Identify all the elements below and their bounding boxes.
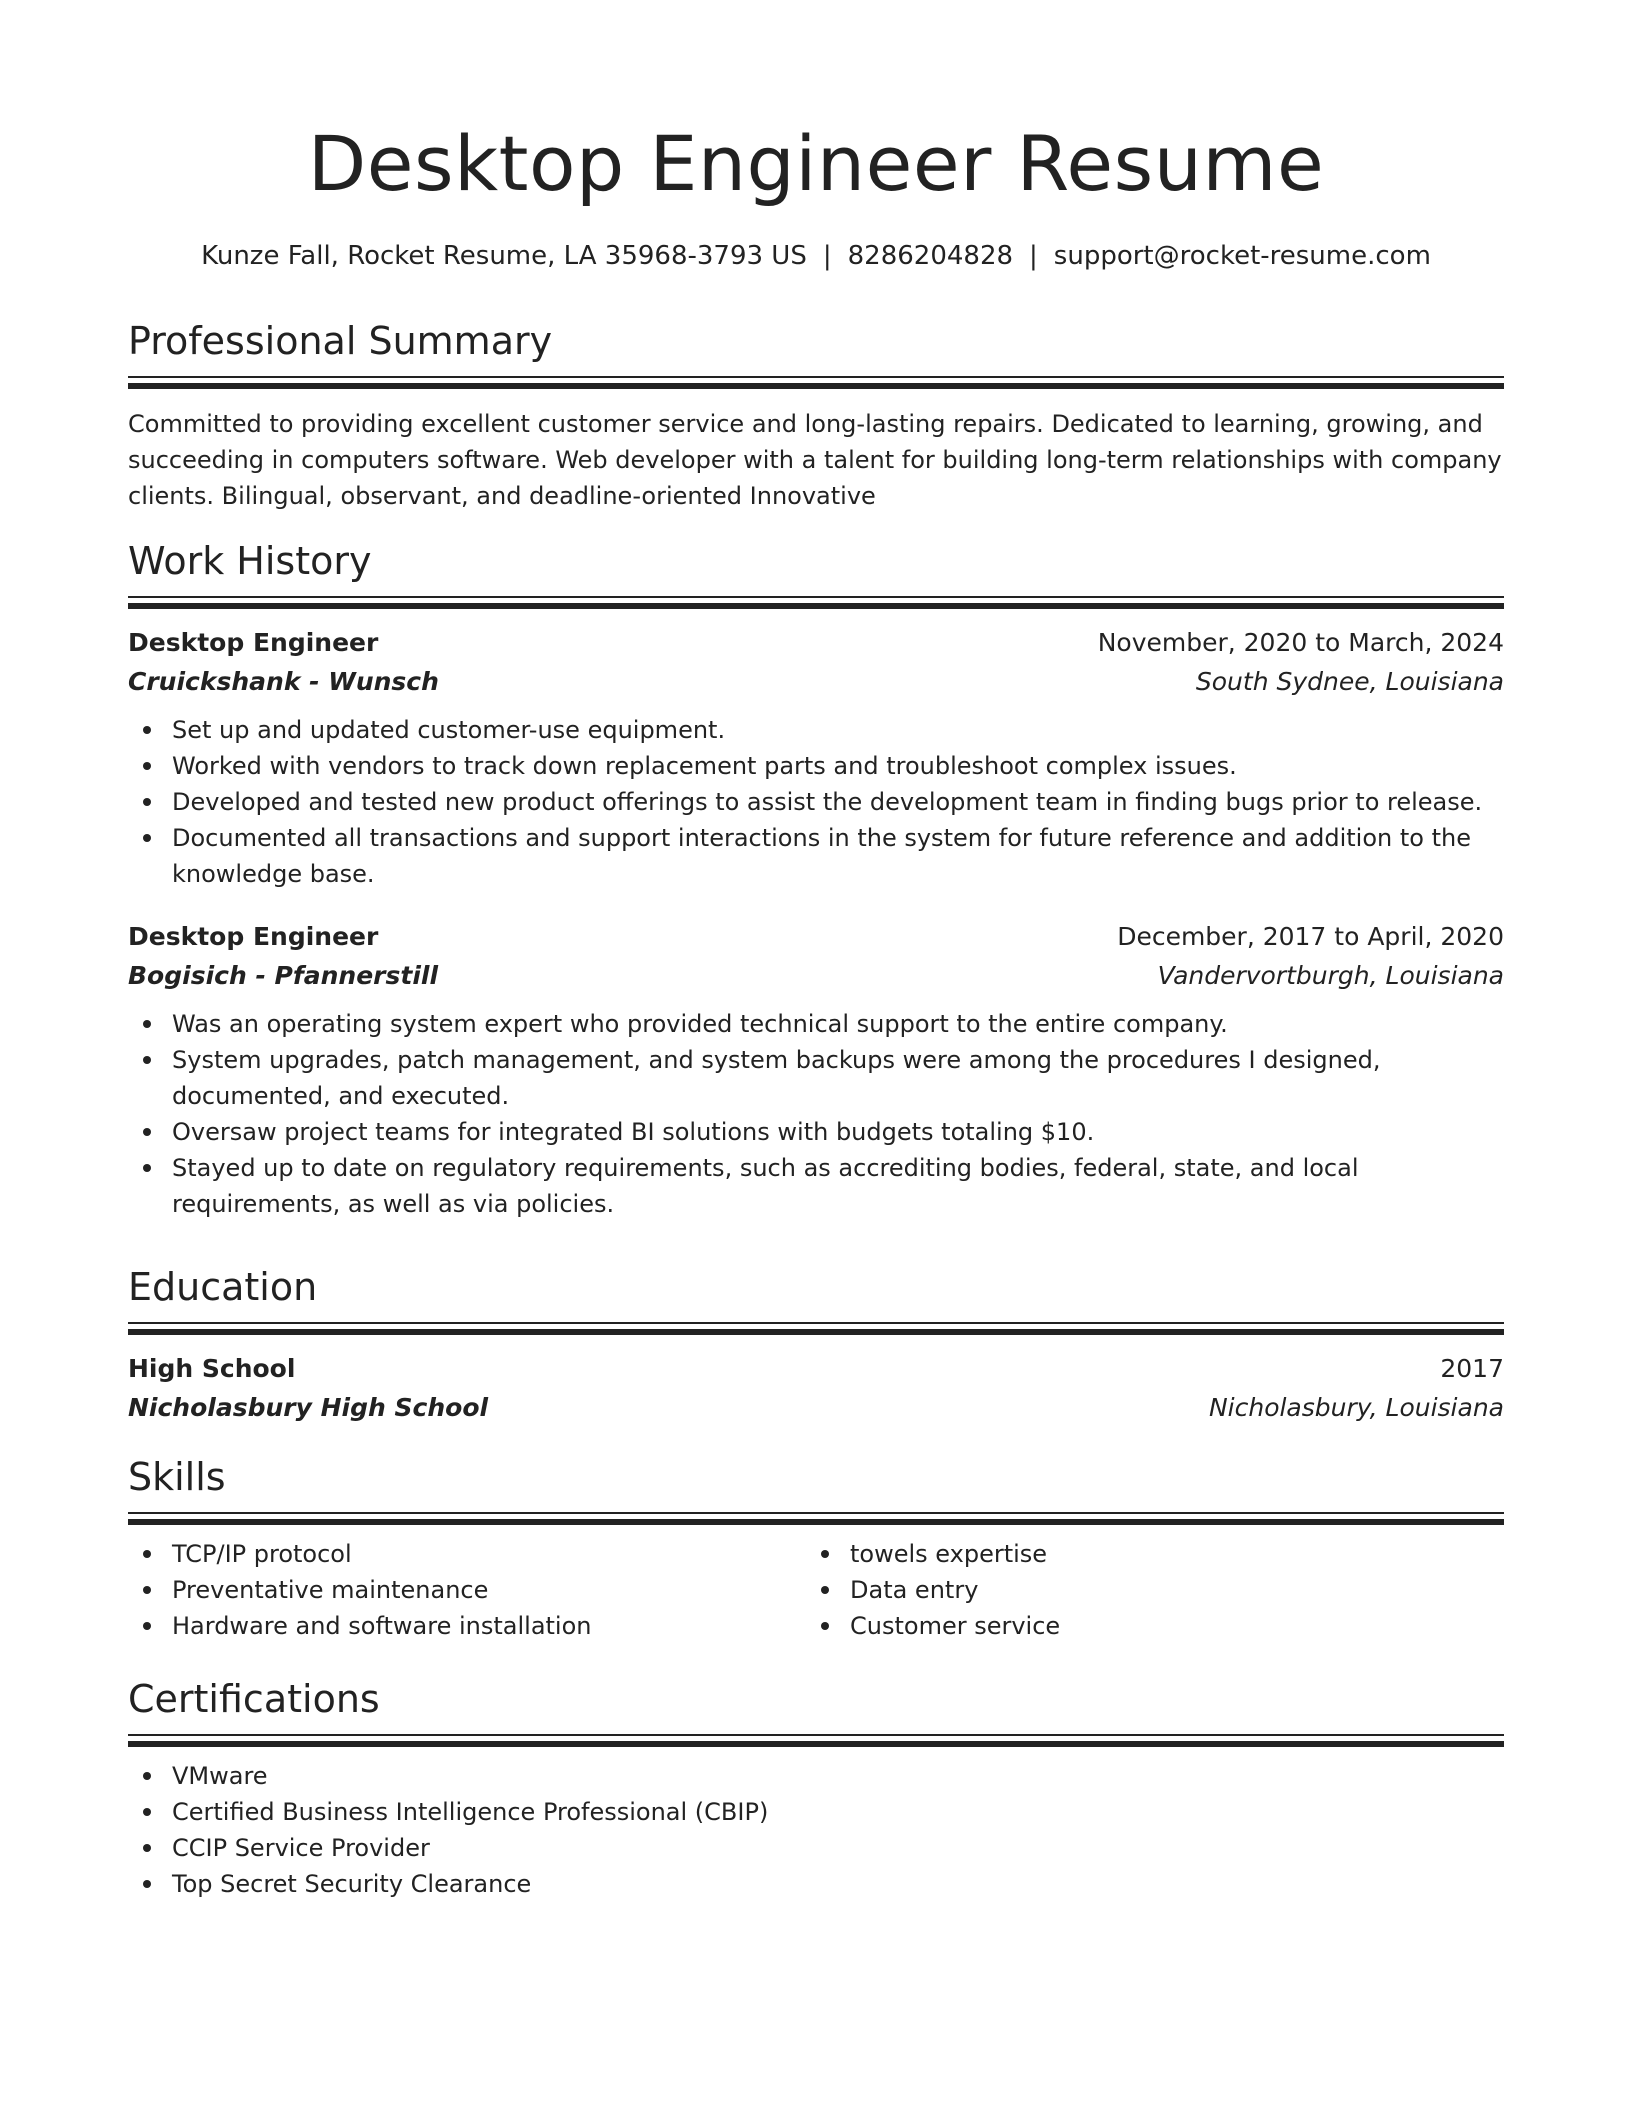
section-divider — [128, 1322, 1504, 1336]
contact-email: support@rocket-resume.com — [1053, 241, 1431, 271]
certifications-section — [128, 1674, 1504, 1902]
section-heading: Education — [128, 1265, 318, 1309]
education-entry — [128, 1350, 1504, 1428]
job-company-row — [128, 956, 1504, 996]
job-entry — [128, 918, 1504, 1222]
education-school: Nicholasbury High School — [128, 1393, 489, 1422]
list-item: VMware — [128, 1758, 1504, 1794]
contact-line — [128, 238, 1504, 274]
list-item: Preventative maintenance — [128, 1572, 806, 1608]
skills-grid — [128, 1536, 1504, 1644]
contact-separator: | — [822, 241, 832, 271]
list-item: Documented all transactions and support interactions in the system for future reference and addition to the knowledge base. — [128, 820, 1504, 892]
list-item: Developed and tested new product offerings to assist the development team in finding bugs prior to release. — [128, 784, 1504, 820]
job-bullets — [128, 1006, 1504, 1222]
list-item: towels expertise — [806, 1536, 1484, 1572]
list-item: Top Secret Security Clearance — [128, 1866, 1504, 1902]
list-item: Hardware and software installation — [128, 1608, 806, 1644]
education-location: Nicholasbury, Louisiana — [1208, 1393, 1504, 1422]
contact-separator: | — [1029, 241, 1038, 271]
job-company: Bogisich - Pfannerstill — [128, 961, 439, 990]
list-item: Certified Business Intelligence Professional (CBIP) — [128, 1794, 1504, 1830]
list-item: Was an operating system expert who provided technical support to the entire company. — [128, 1006, 1504, 1042]
job-header-row — [128, 918, 1504, 956]
list-item: Customer service — [806, 1608, 1484, 1644]
education-section — [128, 1262, 1504, 1428]
education-school-row — [128, 1388, 1504, 1428]
job-company: Cruickshank - Wunsch — [128, 667, 439, 696]
education-year: 2017 — [1440, 1354, 1504, 1383]
list-item: Set up and updated customer-use equipment. — [128, 712, 1504, 748]
summary-section — [128, 316, 1504, 514]
resume-title: Desktop Engineer Resume — [307, 119, 1325, 208]
section-heading: Professional Summary — [128, 319, 553, 363]
skills-column-left — [128, 1536, 806, 1644]
list-item: Oversaw project teams for integrated BI solutions with budgets totaling $10. — [128, 1114, 1504, 1150]
job-company-row — [128, 662, 1504, 702]
section-divider — [128, 376, 1504, 390]
contact-phone: 8286204828 — [847, 241, 1014, 271]
summary-text: Committed to providing excellent customer service and long-lasting repairs. Dedicated to learning, growing, and succeeding in computers software. Web developer with a talent for building long-term relationships with company clients. Bilingual, observant, and deadline-oriented Innovative — [128, 410, 1502, 510]
section-divider — [128, 596, 1504, 610]
list-item: Worked with vendors to track down replacement parts and troubleshoot complex issues. — [128, 748, 1504, 784]
job-entry — [128, 624, 1504, 892]
certifications-list — [128, 1758, 1504, 1902]
section-heading: Certifications — [128, 1677, 380, 1721]
section-divider — [128, 1734, 1504, 1748]
job-title: Desktop Engineer — [128, 922, 379, 951]
job-header-row — [128, 624, 1504, 662]
section-divider — [128, 1512, 1504, 1526]
job-location: Vandervortburgh, Louisiana — [1157, 961, 1504, 990]
contact-address: Kunze Fall, Rocket Resume, LA 35968-3793 US — [201, 241, 807, 271]
list-item: Data entry — [806, 1572, 1484, 1608]
education-header-row — [128, 1350, 1504, 1388]
job-title: Desktop Engineer — [128, 628, 379, 657]
resume-page — [128, 0, 1504, 2112]
skills-column-right — [806, 1536, 1484, 1644]
section-heading: Work History — [128, 539, 372, 583]
education-degree: High School — [128, 1354, 296, 1383]
work-history-section — [128, 536, 1504, 1222]
list-item: Stayed up to date on regulatory requirements, such as accrediting bodies, federal, state, and local requirements, as well as via policies. — [128, 1150, 1504, 1222]
list-item: CCIP Service Provider — [128, 1830, 1504, 1866]
list-item: System upgrades, patch management, and system backups were among the procedures I designed, documented, and executed. — [128, 1042, 1504, 1114]
job-location: South Sydnee, Louisiana — [1195, 667, 1504, 696]
job-dates: November, 2020 to March, 2024 — [1097, 628, 1504, 657]
list-item: TCP/IP protocol — [128, 1536, 806, 1572]
job-bullets — [128, 712, 1504, 892]
job-dates: December, 2017 to April, 2020 — [1117, 922, 1504, 951]
skills-section — [128, 1452, 1504, 1644]
section-heading: Skills — [128, 1455, 226, 1499]
